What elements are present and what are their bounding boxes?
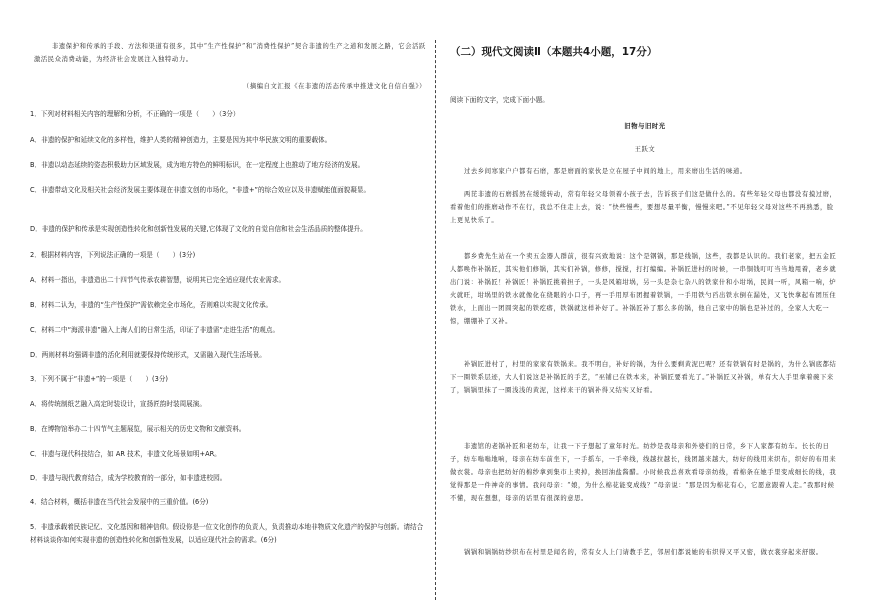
story-paragraph-4: 补锅匠进村了，村里的家家有铁锅来。我不明白，补好的锅，为什么要剩黄泥巴呢？还有铁锅有时是锅的，为什么锅底都结下一圈铁系层迹，大人们说这是补锅匠的手艺，“巫铺已在铁本来，补锅匠要看光了。”补锅匠又补锅，单有大人手里拿着碗下来了，锅锅里抹了一圈浅浅的黄泥，这样来干的锅补得又结实又好看。 bbox=[450, 361, 837, 394]
q3-option-d: D．非遗与现代教育结合，成为学校教育的一部分，如非遗进校园。 bbox=[30, 474, 227, 482]
column-divider bbox=[435, 40, 436, 600]
q3-option-a: A．将传统制纸艺融入高定时装设计，宣扬匠韵时装周展演。 bbox=[30, 400, 206, 408]
q2-option-a: A．材料一指出，非遗造出二十四节气传承农耕智慧，说明其已完全适应现代农业需求。 bbox=[30, 276, 286, 284]
q1-option-c: C．非遗带动文化及相关社会经济发展主要体现在非遗文创的市场化，“非遗+”的综合效应以及非遗赋能值面貌凝显。 bbox=[30, 186, 371, 194]
q3-stem: 3．下列不属于“非遗+”的一项是（ ）(3分) bbox=[30, 375, 168, 383]
q2-stem: 2．根据材料内容，下列说法正确的一项是（ ）(3分) bbox=[30, 251, 196, 259]
section-title: （二）现代文阅读Ⅱ（本题共4小题，17分） bbox=[450, 46, 658, 58]
q3-option-c: C．非遗与现代科技结合，如 AR 技术，非遗文化场景如明+AR。 bbox=[30, 450, 221, 458]
q1-option-a: A．非遗的保护和延续文化的多样性，维护人类的精神创造力，主要是因为其中华民族文明的重要载体。 bbox=[30, 136, 332, 144]
story-paragraph-5: 非遗馆的老锅补匠和老纺车，让我一下子想起了童年时光。纺纱是我母亲和外婆们的日常，乡下人家都有纺车。长长的日子，纺车嗡嗡地响，母亲在纺车前坐下，一手摇车，一手牵线，线越拉越长，线团越来越大，纺好的线用来织布，织好的布用来做衣裳。母亲也把纺好的棉纱拿到集市上卖掉，换回油盐酱醋。小时候我总喜欢看母亲纺线，看棉条在她手里变成细长的线，我觉得那是一件神奇的事情。我问母亲：“娘，为什么棉花能变成线？”母亲说：“那是因为棉花有心，它愿意跟着人走。”我那时候不懂，现在想想，母亲的话里有很深的意思。 bbox=[450, 443, 837, 502]
q3-option-b: B．在博物馆举办二十四节气主题展览，展示相关的历史文物和文献资料。 bbox=[30, 425, 246, 433]
q4-stem: 4．结合材料，概括非遗在当代社会发展中的三重价值。(6分) bbox=[30, 498, 209, 506]
story-title: 旧物与旧时光 bbox=[624, 123, 666, 130]
story-paragraph-3: 都乡费先生站在一个卖五金器人群前，很有兴致地说：这个是钢锅，那是线锅，这些，我都是认识的。我们老家，把五金匠人都唤作补锅匠，其实他们修锅，其实们补锅，修修，搅搅，打打编编。补锅匠进村的时候，一串铜钱叮叮当当地甩着，老乡就出门说：补锅匠！补锅匠！补锅匠挑着担子，一头是风箱坩埚，另一头是杂七杂八的铁家什和小坩埚，民间一听，风箱一响，炉火就旺，坩埚里的铁水就像化在绕眼的小口子，再一手用厚布团握着铁锅，一手用铁勺舀出铁水倒在漏处，又飞快拿起布团压住铁水，上面出一团圆突起的铁疙瘩，铁锅就这样补好了。补锅匠补了那么多的锅，他自己家中的锅也是补过的，全家人大吃一惊，绷绷补了又补。 bbox=[450, 253, 837, 325]
q1-option-b: B．非遗以动态延续的姿态积极助力区域发展，成为地方特色的鲜明标识，在一定程度上也推动了地方经济的发展。 bbox=[30, 161, 365, 169]
q2-option-b: B．材料二认为，非遗的“生产性保护”需依赖完全市场化，否则难以实现文化传承。 bbox=[30, 301, 273, 309]
q1-stem: 1．下列对材料相关内容的理解和分析，不正确的一项是（ ）（3分） bbox=[30, 110, 240, 118]
story-paragraph-2: 两芘非遗的石磨摇然在缓缓转动，常有年轻父母领着小孩子去，告诉孩子们这是做什么的。有些年轻父母也都没有摸过磨，看着他们的推磨动作不在行，我总不住走上去，说：“快些慢些，要想尽量平衡，慢慢来吧。”不见年轻父母对这些不再熟悉，脸上更见快乐了。 bbox=[450, 191, 837, 224]
story-paragraph-6: 锅锅和锅锅纺纱织布在村里是闻名的，常有女人上门请教手艺，邻居们都说她的布织得又平又密，做衣裳穿起来舒服。 bbox=[464, 549, 823, 556]
story-author: 王跃文 bbox=[634, 146, 656, 153]
q2-option-c: C．材料二中“海派非遗”融入上海人们的日常生活，印证了非遗需“走进生活”的观点。 bbox=[30, 326, 280, 334]
reading-instruction: 阅读下面的文字，完成下面小题。 bbox=[450, 96, 549, 104]
q1-option-d: D．非遗的保护和传承是实现创造性转化和创新性发展的关键,它体现了文化的自觉自信和社会生活品质的整体提升。 bbox=[30, 225, 367, 233]
intro-paragraph: 非遗保护和传承的手段、方法和渠道有很多，其中“生产性保护”和“消费性保护”契合非遗的生产之道和发展之路，它会活跃激活民众消费动能，为经济社会发展注入独特动力。 bbox=[34, 43, 426, 63]
q5-stem: 5．非遗承载着民族记忆、文化基因和精神信仰。假设你是一位文化创作的负责人，负责推动本地非物质文化遗产的保护与创新。请结合材料谈谈你如何实现非遗的创造性转化和创新性发展，以适应现代社会的需求。(6分) bbox=[30, 523, 424, 544]
source-citation: （摘编自文汇报《在非遗的活态传承中推进文化自信自强》） bbox=[242, 83, 426, 90]
q2-option-d: D．两则材料均强调非遗的活化利用就要保持传统形式，又需融入现代生活场景。 bbox=[30, 351, 266, 359]
story-paragraph-1: 过去乡间寒家户户都有石磨，那是磨面的家伙是立在屋子中间的地上，用来磨出生活的味道。 bbox=[464, 168, 747, 175]
